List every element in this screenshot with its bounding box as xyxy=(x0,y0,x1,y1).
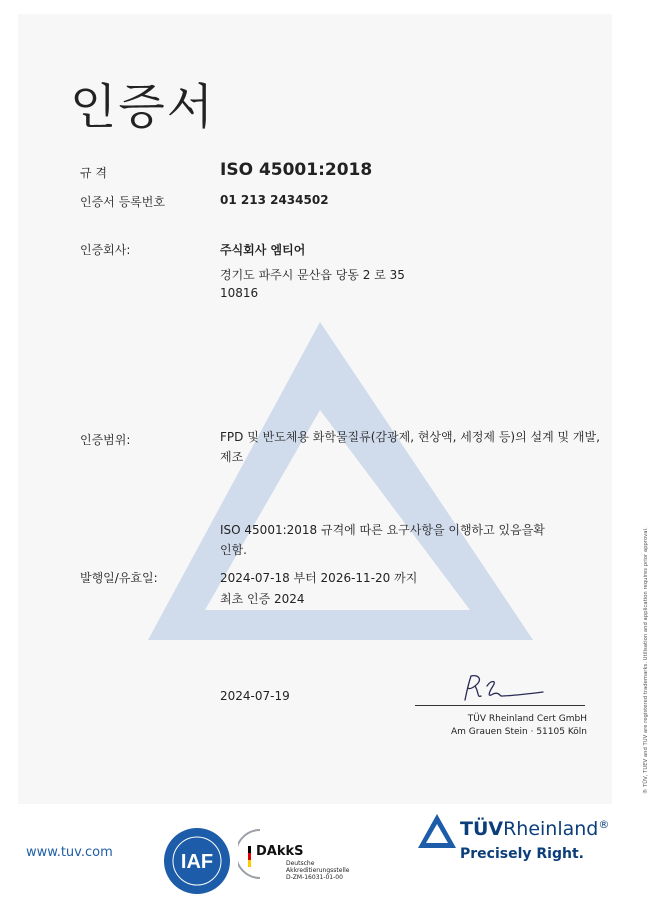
validity-value: 2024-07-18 부터 2026-11-20 까지 xyxy=(220,571,418,585)
iaf-logo-text: IAF xyxy=(180,851,214,873)
holder-label: 인증회사: xyxy=(80,243,131,257)
issue-date: 2024-07-19 xyxy=(220,689,290,703)
issuer-name: TÜV Rheinland Cert GmbH xyxy=(467,714,587,724)
holder-postcode: 10816 xyxy=(220,286,259,300)
dakks-name: DAkkS xyxy=(256,844,304,859)
initial-certification: 최초 인증 2024 xyxy=(220,592,305,606)
dakks-details xyxy=(286,860,349,881)
scope-label: 인증범위: xyxy=(80,433,131,447)
tuv-brand-regular: Rheinland xyxy=(503,818,599,840)
tuv-brand xyxy=(460,818,609,840)
certificate-title: 인증서 xyxy=(70,79,216,135)
conformity-statement: ISO 45001:2018 규격에 따른 요구사항을 이행하고 있음을확인함. xyxy=(220,523,545,557)
registration-number: 01 213 2434502 xyxy=(220,193,329,207)
dakks-line-2: Akkreditierungsstelle xyxy=(286,867,350,874)
dakks-line-3: D-ZM-16031-01-00 xyxy=(286,874,343,881)
tuv-slogan: Precisely Right. xyxy=(460,846,584,862)
standard-label: 규 격 xyxy=(80,166,107,180)
dakks-line-1: Deutsche xyxy=(286,860,315,867)
holder-name: 주식회사 엠티어 xyxy=(220,243,306,257)
validity-label: 발행일/유효일: xyxy=(80,571,158,585)
tuv-brand-bold: TÜV xyxy=(460,818,504,840)
registration-label: 인증서 등록번호 xyxy=(80,195,165,209)
tuv-triangle-logo xyxy=(416,812,458,850)
signature xyxy=(457,672,547,706)
issuer-address: Am Grauen Stein · 51105 Köln xyxy=(450,727,587,737)
standard-value: ISO 45001:2018 xyxy=(220,160,373,180)
signature-line xyxy=(415,705,585,706)
trademark-note: ® TÜV, TUEV and TUV are registered trademarks. Utilisation and application requires prior approval. xyxy=(643,527,649,794)
tuv-registered-mark: ® xyxy=(598,818,610,831)
iaf-logo xyxy=(162,826,232,896)
holder-address: 경기도 파주시 문산읍 당동 2 로 35 xyxy=(220,268,405,282)
issuer-block xyxy=(410,713,587,739)
tuv-website-link[interactable]: www.tuv.com xyxy=(26,845,113,860)
scope-value: FPD 및 반도체용 화학물질류(감광제, 현상액, 세정제 등)의 설계 및 개발, 제조 xyxy=(220,430,600,464)
